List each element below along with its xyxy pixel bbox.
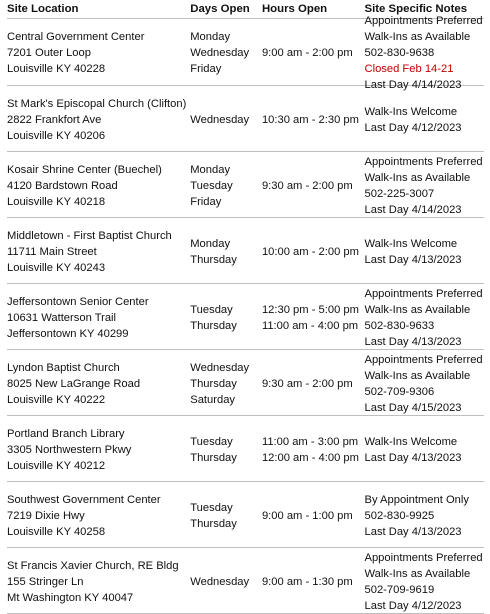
days-open-cell-line: Thursday <box>190 319 237 332</box>
site-notes-cell-line: 502-830-9638 <box>364 47 435 59</box>
table-row <box>7 484 484 548</box>
hours-open-cell-line: 11:00 am - 4:00 pm <box>261 319 359 332</box>
site-notes-cell-line: Last Day 4/12/2023 <box>364 599 462 612</box>
days-open-cell-line: Wednesday <box>190 113 250 126</box>
hours-open-cell-line: 12:00 am - 4:00 pm <box>261 451 359 464</box>
days-open-cell <box>190 162 262 210</box>
site-notes-cell-line: 502-830-9633 <box>364 319 435 332</box>
days-open-cell-line: Wednesday <box>190 47 250 59</box>
site-notes-cell-line: Last Day 4/13/2023 <box>364 335 462 348</box>
hours-open-cell-line: 9:00 am - 1:00 pm <box>261 509 353 522</box>
site-notes-cell-line: Appointments Preferred <box>364 353 483 366</box>
days-open-cell-line: Thursday <box>190 451 237 464</box>
site-notes-cell-line: 502-709-9306 <box>364 385 435 398</box>
days-open-cell-line: Wednesday <box>190 575 250 588</box>
site-notes-cell-line: Walk-Ins as Available <box>364 171 471 184</box>
site-notes-cell-line: Last Day 4/15/2023 <box>364 401 462 414</box>
hours-open-cell-line: 9:00 am - 2:00 pm <box>261 47 353 59</box>
site-location-cell <box>7 492 190 540</box>
hours-open-cell-line: 11:00 am - 3:00 pm <box>261 435 359 448</box>
site-location-cell-line: 2822 Frankfort Ave <box>7 113 102 126</box>
hours-open-cell <box>262 45 365 61</box>
site-location-cell-line: Kosair Shrine Center (Buechel) <box>7 163 162 176</box>
hours-open-cell <box>262 574 365 590</box>
site-notes-cell-line: Last Day 4/14/2023 <box>364 79 462 91</box>
days-open-cell-line: Saturday <box>190 393 236 406</box>
site-notes-cell-line: Walk-Ins Welcome <box>364 105 458 118</box>
days-open-cell-line: Thursday <box>190 377 237 390</box>
hours-open-cell-line: 9:30 am - 2:00 pm <box>261 377 353 390</box>
site-location-cell-line: 10631 Watterson Trail <box>7 311 117 324</box>
hours-open-cell-line: 10:30 am - 2:30 pm <box>261 113 359 126</box>
days-open-cell-line: Tuesday <box>190 435 233 448</box>
hours-open-cell <box>262 302 365 334</box>
site-notes-cell-line: Walk-Ins Welcome <box>364 435 458 448</box>
site-notes-cell <box>365 154 485 218</box>
table-row <box>7 286 484 350</box>
hours-open-cell <box>262 244 365 260</box>
site-location-cell-line: Southwest Government Center <box>7 493 161 506</box>
days-open-cell <box>190 112 262 128</box>
site-location-cell-line: 8025 New LaGrange Road <box>7 377 141 390</box>
site-location-cell-line: Louisville KY 40218 <box>7 195 106 208</box>
days-open-cell-line: Friday <box>190 63 222 75</box>
hours-open-cell-line: 9:00 am - 1:30 pm <box>261 575 353 588</box>
site-notes-cell-line: 502-709-9619 <box>364 583 435 596</box>
days-open-cell <box>190 236 262 268</box>
site-location-cell-line: Louisville KY 40212 <box>7 459 106 472</box>
site-notes-cell-line: Last Day 4/13/2023 <box>364 525 462 538</box>
days-open-cell-line: Thursday <box>190 517 237 530</box>
hours-open-cell-line: 12:30 pm - 5:00 pm <box>261 303 359 316</box>
days-open-cell-line: Monday <box>190 237 231 250</box>
hours-open-cell <box>262 178 365 194</box>
site-notes-cell-line: Last Day 4/14/2023 <box>364 203 462 216</box>
days-open-cell <box>190 360 262 408</box>
site-location-cell-line: St Francis Xavier Church, RE Bldg <box>7 559 179 572</box>
site-location-cell-line: Portland Branch Library <box>7 427 125 440</box>
site-notes-cell-line: Walk-Ins as Available <box>364 369 471 382</box>
site-location-cell-line: 11711 Main Street <box>7 245 97 258</box>
site-notes-cell-line: By Appointment Only <box>364 493 469 506</box>
site-location-cell-line: Louisville KY 40258 <box>7 525 106 538</box>
site-location-cell <box>7 96 190 144</box>
site-location-cell <box>7 558 190 606</box>
schedule-rows <box>7 15 490 614</box>
site-location-cell-line: Louisville KY 40222 <box>7 393 106 406</box>
site-location-cell <box>7 162 190 210</box>
days-open-cell-line: Monday <box>190 163 231 176</box>
site-location-cell <box>7 29 190 77</box>
site-location-cell-line: Louisville KY 40228 <box>7 63 106 75</box>
days-open-cell <box>190 29 262 77</box>
site-notes-cell-line: Walk-Ins as Available <box>364 303 471 316</box>
site-location-cell-line: Jeffersontown Senior Center <box>7 295 149 308</box>
site-location-cell <box>7 426 190 474</box>
header-site-notes: Site Specific Notes <box>364 3 468 15</box>
site-location-cell-line: Central Government Center <box>7 31 145 43</box>
days-open-cell-line: Wednesday <box>190 361 250 374</box>
site-notes-cell-line: Appointments Preferred <box>364 15 483 27</box>
days-open-cell <box>190 500 262 532</box>
site-notes-cell-line: Appointments Preferred <box>364 155 483 168</box>
header-hours-open: Hours Open <box>261 3 328 15</box>
site-notes-cell-line: Appointments Preferred <box>364 287 483 300</box>
site-notes-cell-line: Last Day 4/13/2023 <box>364 253 462 266</box>
site-notes-cell-line: Walk-Ins as Available <box>364 567 471 580</box>
site-notes-cell <box>365 352 485 416</box>
days-open-cell <box>190 574 262 590</box>
site-notes-cell <box>365 550 485 614</box>
header-site-location: Site Location <box>7 3 79 15</box>
site-location-cell-line: Louisville KY 40206 <box>7 129 106 142</box>
days-open-cell <box>190 302 262 334</box>
site-notes-cell-line: 502-830-9925 <box>364 509 435 522</box>
site-location-cell <box>7 360 190 408</box>
site-notes-cell-line: Last Day 4/12/2023 <box>364 121 462 134</box>
hours-open-cell <box>262 434 365 466</box>
hours-open-cell-line: 10:00 am - 2:00 pm <box>261 245 359 258</box>
site-notes-cell <box>365 13 485 93</box>
site-location-cell-line: Middletown - First Baptist Church <box>7 229 172 242</box>
site-notes-cell-line: Appointments Preferred <box>364 551 483 564</box>
site-notes-cell-line: 502-225-3007 <box>364 187 435 200</box>
days-open-cell-line: Thursday <box>190 253 237 266</box>
site-location-cell-line: 7219 Dixie Hwy <box>7 509 85 522</box>
days-open-cell-line: Tuesday <box>190 501 233 514</box>
table-row <box>7 15 484 91</box>
site-notes-cell <box>365 286 485 350</box>
site-location-cell-line: Lyndon Baptist Church <box>7 361 120 374</box>
site-notes-cell <box>365 492 485 540</box>
hours-open-cell <box>262 508 365 524</box>
site-location-cell-line: 155 Stringer Ln <box>7 575 84 588</box>
site-location-cell-line: Mt Washington KY 40047 <box>7 591 134 604</box>
site-notes-cell <box>365 236 485 268</box>
site-location-cell-line: Jeffersontown KY 40299 <box>7 327 129 340</box>
hours-open-cell <box>262 112 365 128</box>
site-notes-cell <box>365 104 485 136</box>
site-notes-cell-line: Walk-Ins Welcome <box>364 237 458 250</box>
site-notes-cell <box>365 434 485 466</box>
site-location-cell-line: 3305 Northwestern Pkwy <box>7 443 132 456</box>
days-open-cell-line: Monday <box>190 31 231 43</box>
table-row <box>7 88 484 152</box>
table-row <box>7 220 484 284</box>
site-notes-cell-line: Last Day 4/13/2023 <box>364 451 462 464</box>
site-location-cell-line: Louisville KY 40243 <box>7 261 106 274</box>
table-row <box>7 550 484 614</box>
site-notes-cell-line: Closed Feb 14-21 <box>364 63 454 75</box>
table-row <box>7 352 484 416</box>
site-location-cell-line: 4120 Bardstown Road <box>7 179 118 192</box>
site-location-cell-line: 7201 Outer Loop <box>7 47 91 59</box>
site-location-cell-line: St Mark's Episcopal Church (Clifton) <box>7 97 187 110</box>
days-open-cell <box>190 434 262 466</box>
hours-open-cell <box>262 376 365 392</box>
header-days-open: Days Open <box>190 3 250 15</box>
days-open-cell-line: Tuesday <box>190 179 233 192</box>
site-location-cell <box>7 228 190 276</box>
hours-open-cell-line: 9:30 am - 2:00 pm <box>261 179 353 192</box>
table-row <box>7 154 484 218</box>
site-location-cell <box>7 294 190 342</box>
table-row <box>7 418 484 482</box>
days-open-cell-line: Friday <box>190 195 222 208</box>
days-open-cell-line: Tuesday <box>190 303 233 316</box>
site-notes-cell-line: Walk-Ins as Available <box>364 31 471 43</box>
